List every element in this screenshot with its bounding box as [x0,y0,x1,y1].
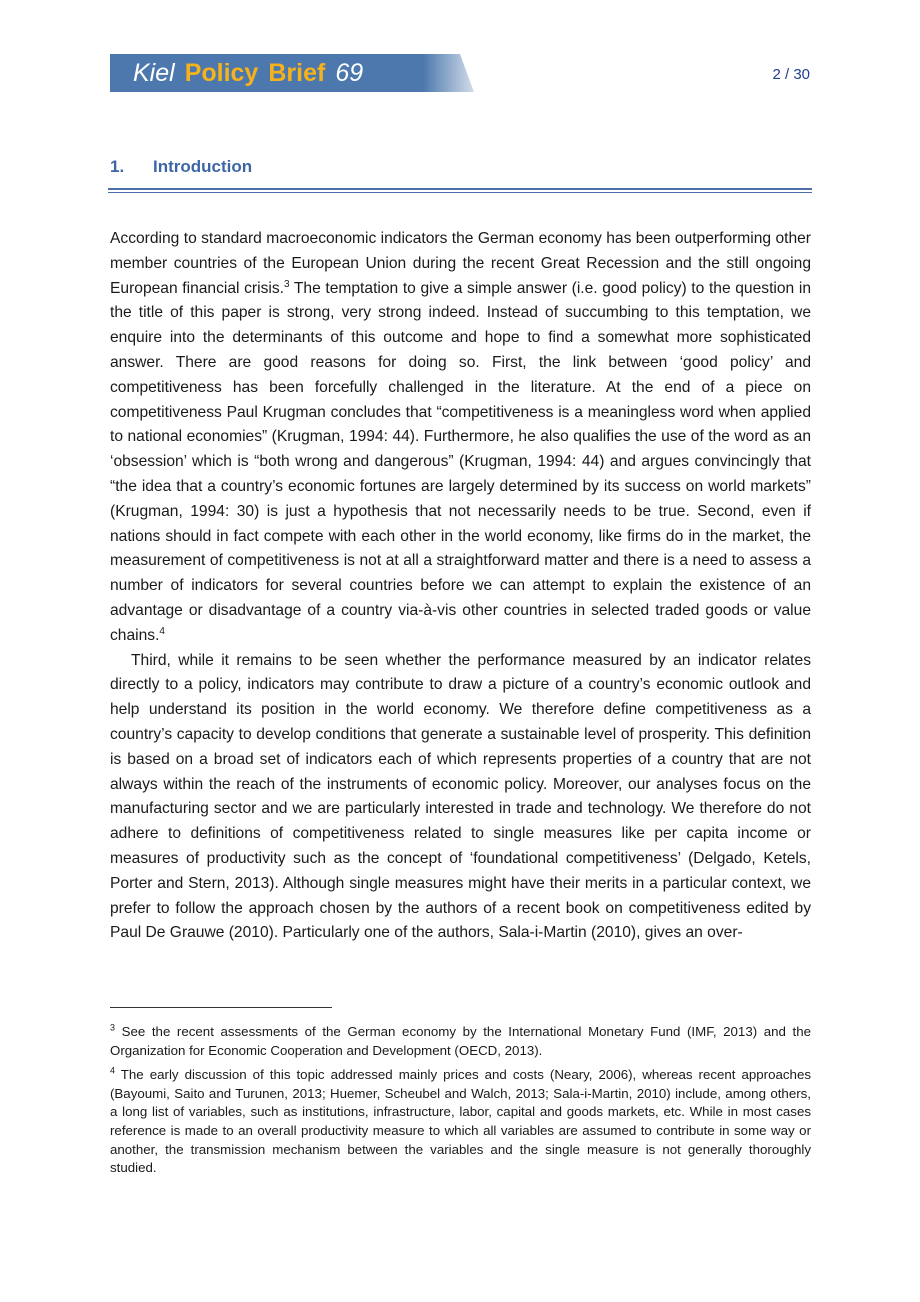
paragraph-1-part-b: The temptation to give a simple answer (i.e. good policy) to the question in the title of this paper is strong, very strong indeed. Instead of succumbing to this temptation, we enquire into the determinants of this outcome and hope to find a somewhat more sophisticated answer. There are good reasons for doing so. First, the link between ‘good policy’ and competitiveness has been forcefully challenged in the literature. At the end of a piece on competitiveness Paul Krugman concludes that “competitiveness is a meaningless word when applied to national economies” (Krugman, 1994: 44). Furthermore, he also qualifies the use of the word as an ‘obsession’ which is “both wrong and dangerous” (Krugman, 1994: 44) and argues convincingly that “the idea that a country’s economic fortunes are largely determined by its success on world markets” (Krugman, 1994: 30) is just a hypothesis that not necessarily needs to be true. Second, even if nations should in fact compete with each other in the world economy, like firms do in the market, the measurement of competitiveness is not at all a straightforward matter and there is a need to assess a number of indicators for several countries before we can attempt to explain the existence of an advantage or disadvantage of a country via-à-vis other countries in selected traded goods or value chains. [110,279,811,644]
footnote-number: 4 [110,1065,116,1076]
title-word-policy: Policy [184,59,259,87]
section-heading [110,157,252,177]
heading-divider-thick [108,188,812,190]
footnote-separator [110,1007,332,1008]
section-title: Introduction [153,157,253,176]
paragraph-1 [110,227,811,649]
body-text [110,227,811,946]
footnote-ref-3[interactable]: 3 [283,278,290,290]
title-word-kiel: Kiel [133,59,175,87]
footnote-text: The early discussion of this topic addressed mainly prices and costs (Neary, 2006), whereas recent approaches (Bayoumi, Saito and Turunen, 2013; Huemer, Scheubel and Walch, 2013; Sala-i-Martin, 2010) include, among others, a long list of variables, such as institutions, infrastructure, labor, capital and goods markets, etc. While in most cases reference is made to an overall productivity measure to which all variables are assumed to contribute in some way or another, the transmission mechanism between the variables and the single measure is not generally thoroughly studied. [110,1067,811,1176]
heading-divider [108,188,812,194]
header-banner [110,54,474,92]
footnote-4 [110,1066,811,1178]
title-word-brief: Brief [268,59,326,87]
paragraph-2: Third, while it remains to be seen whether the performance measured by an indicator relates directly to a policy, indicators may contribute to draw a picture of a country’s economic outlook and help understand its position in the world economy. We therefore define competitiveness as a country’s capacity to develop conditions that generate a sustainable level of prosperity. This definition is based on a broad set of indicators each of which represents properties of a country that are not always within the reach of the instruments of economic policy. Moreover, our analyses focus on the manufacturing sector and we are particularly interested in trade and technology. We therefore do not adhere to definitions of competitiveness related to single measures like per capita income or measures of productivity such as the concept of ‘foundational competitiveness’ (Delgado, Ketels, Porter and Stern, 2013). Although single measures might have their merits in a particular context, we prefer to follow the approach chosen by the authors of a recent book on competitiveness edited by Paul De Grauwe (2010). Particularly one of the authors, Sala-i-Martin (2010), gives an over- [110,651,811,942]
footnotes [110,1023,811,1184]
publication-title [133,57,363,89]
page-number: 2 / 30 [772,66,810,83]
issue-number: 69 [335,59,364,87]
footnote-3 [110,1023,811,1060]
footnote-text: See the recent assessments of the German economy by the International Monetary Fund (IMF, 2013) and the Organization for Economic Cooperation and Development (OECD, 2013). [110,1024,811,1058]
section-number: 1. [110,157,125,176]
paragraph-1-part-a: According to standard macroeconomic indicators the German economy has been outperforming other member countries of the European Union during the recent Great Recession and the still ongoing European financial crisis. [110,230,811,297]
heading-divider-thin [108,192,812,193]
footnote-ref-4[interactable]: 4 [159,625,165,637]
footnote-number: 3 [110,1022,116,1033]
